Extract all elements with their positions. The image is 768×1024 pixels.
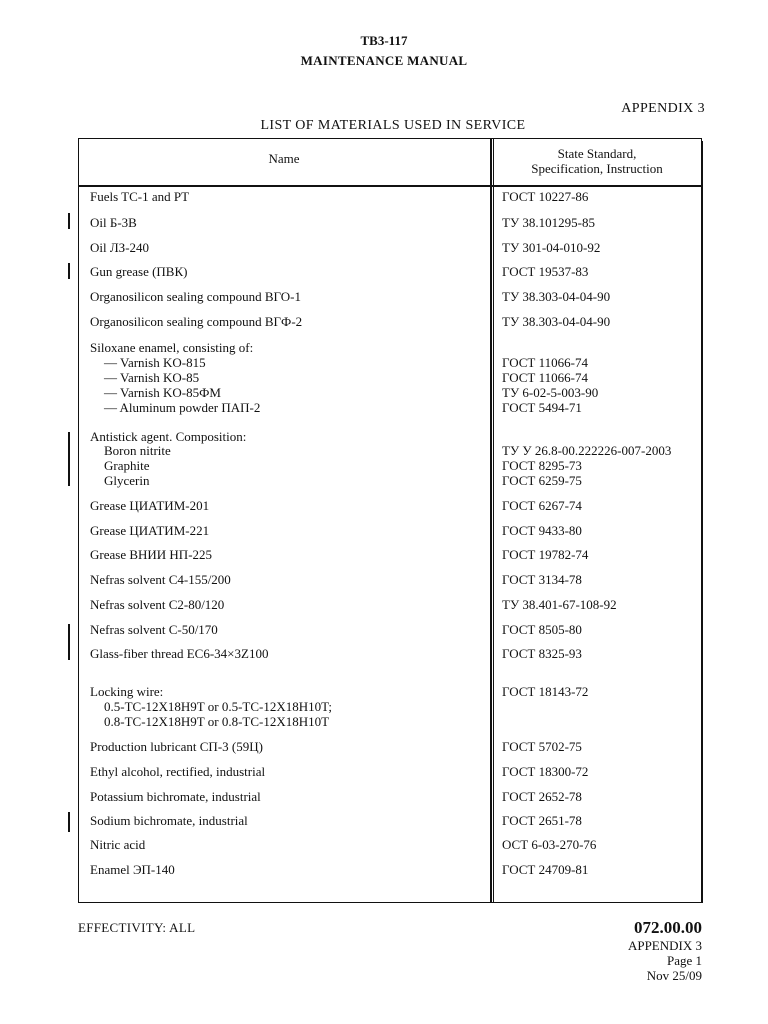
document-title: MAINTENANCE MANUAL bbox=[300, 53, 468, 68]
table-header-divider bbox=[78, 185, 702, 187]
table-border-shadow bbox=[701, 141, 703, 903]
change-bar bbox=[68, 812, 70, 832]
material-standard: ГОСТ 8505-80 bbox=[502, 622, 582, 637]
material-standard: ГОСТ 6259-75 bbox=[502, 473, 582, 488]
material-standard: ГОСТ 8295-73 bbox=[502, 458, 582, 473]
change-bar bbox=[68, 263, 70, 279]
material-standard: ГОСТ 8325-93 bbox=[502, 646, 582, 661]
material-component: Glycerin bbox=[104, 473, 150, 488]
revision-date: Nov 25/09 bbox=[646, 968, 702, 983]
material-standard: ГОСТ 9433-80 bbox=[502, 523, 582, 538]
material-standard: ГОСТ 5702-75 bbox=[502, 739, 582, 754]
material-name: Nefras solvent C4-155/200 bbox=[90, 572, 231, 587]
material-name: Sodium bichromate, industrial bbox=[90, 813, 248, 828]
material-component: — Aluminum powder ПАП-2 bbox=[104, 400, 261, 415]
material-name: Nitric acid bbox=[90, 837, 146, 852]
material-name: Glass-fiber thread EC6-34×3Z100 bbox=[90, 646, 269, 661]
material-component: Boron nitrite bbox=[104, 443, 171, 458]
effectivity: EFFECTIVITY: ALL bbox=[78, 920, 196, 935]
material-name: Organosilicon sealing compound ВГО-1 bbox=[90, 289, 301, 304]
material-name: Gun grease (ПВК) bbox=[90, 264, 188, 279]
material-standard: ГОСТ 11066-74 bbox=[502, 355, 588, 370]
material-component: 0.8-TC-12X18H9T or 0.8-TC-12X18H10T bbox=[104, 714, 330, 729]
material-standard: ГОСТ 3134-78 bbox=[502, 572, 582, 587]
material-name: Oil ЛЗ-240 bbox=[90, 240, 150, 255]
material-name: Organosilicon sealing compound ВГФ-2 bbox=[90, 314, 303, 329]
material-name: Locking wire: bbox=[90, 684, 164, 699]
material-name: Grease ВНИИ НП-225 bbox=[90, 547, 213, 562]
appendix-label: APPENDIX 3 bbox=[621, 101, 705, 116]
material-standard: ГОСТ 18143-72 bbox=[502, 684, 589, 699]
material-standard: ГОСТ 10227-86 bbox=[502, 189, 589, 204]
material-name: Siloxane enamel, consisting of: bbox=[90, 340, 254, 355]
material-name: Antistick agent. Composition: bbox=[90, 429, 247, 444]
material-name: Potassium bichromate, industrial bbox=[90, 789, 261, 804]
material-component: — Varnish KO-815 bbox=[104, 355, 206, 370]
material-name: Production lubricant СП-3 (59Ц) bbox=[90, 739, 263, 754]
material-standard: ГОСТ 24709-81 bbox=[502, 862, 589, 877]
material-standard: ТУ У 26.8-00.222226-007-2003 bbox=[502, 443, 672, 458]
page-footer-block bbox=[628, 918, 702, 983]
table-column-divider-inner bbox=[493, 138, 494, 903]
material-standard: ГОСТ 19782-74 bbox=[502, 547, 589, 562]
material-standard: ТУ 38.401-67-108-92 bbox=[502, 597, 617, 612]
column-header-standard bbox=[492, 146, 702, 176]
material-name: Ethyl alcohol, rectified, industrial bbox=[90, 764, 266, 779]
material-name: Oil Б-3В bbox=[90, 215, 137, 230]
material-standard: ГОСТ 11066-74 bbox=[502, 370, 588, 385]
table-column-divider bbox=[490, 138, 492, 903]
material-standard: ОСТ 6-03-270-76 bbox=[502, 837, 597, 852]
material-name: Grease ЦИАТИМ-221 bbox=[90, 523, 210, 538]
material-component: 0.5-TC-12X18H9T or 0.5-TC-12X18H10T; bbox=[104, 699, 332, 714]
page-number: Page 1 bbox=[666, 953, 702, 968]
material-standard: ГОСТ 19537-83 bbox=[502, 264, 589, 279]
document-id: TB3-117 bbox=[360, 33, 408, 48]
material-standard: ГОСТ 6267-74 bbox=[502, 498, 582, 513]
change-bar bbox=[68, 432, 70, 486]
material-standard: ГОСТ 2651-78 bbox=[502, 813, 582, 828]
material-name: Nefras solvent C2-80/120 bbox=[90, 597, 225, 612]
material-standard: ТУ 38.101295-85 bbox=[502, 215, 595, 230]
material-standard: ТУ 301-04-010-92 bbox=[502, 240, 601, 255]
list-title: LIST OF MATERIALS USED IN SERVICE bbox=[260, 118, 526, 133]
material-component: — Varnish KO-85ФМ bbox=[104, 385, 221, 400]
material-standard: ТУ 6-02-5-003-90 bbox=[502, 385, 599, 400]
material-name: Enamel ЭП-140 bbox=[90, 862, 175, 877]
material-name: Nefras solvent C-50/170 bbox=[90, 622, 218, 637]
material-component: — Varnish KO-85 bbox=[104, 370, 200, 385]
material-standard: ТУ 38.303-04-04-90 bbox=[502, 314, 611, 329]
material-standard: ГОСТ 18300-72 bbox=[502, 764, 589, 779]
material-standard: ГОСТ 5494-71 bbox=[502, 400, 582, 415]
page-code: 072.00.00 bbox=[634, 918, 702, 937]
column-header-standard-line2: Specification, Instruction bbox=[531, 161, 663, 176]
column-header-name: Name bbox=[268, 151, 300, 166]
material-name: Fuels TC-1 and PT bbox=[90, 189, 190, 204]
material-standard: ГОСТ 2652-78 bbox=[502, 789, 582, 804]
column-header-standard-line1: State Standard, bbox=[557, 146, 637, 161]
material-component: Graphite bbox=[104, 458, 150, 473]
change-bar bbox=[68, 624, 70, 660]
material-standard: ТУ 38.303-04-04-90 bbox=[502, 289, 611, 304]
material-name: Grease ЦИАТИМ-201 bbox=[90, 498, 210, 513]
footer-appendix: APPENDIX 3 bbox=[627, 938, 702, 953]
change-bar bbox=[68, 213, 70, 229]
